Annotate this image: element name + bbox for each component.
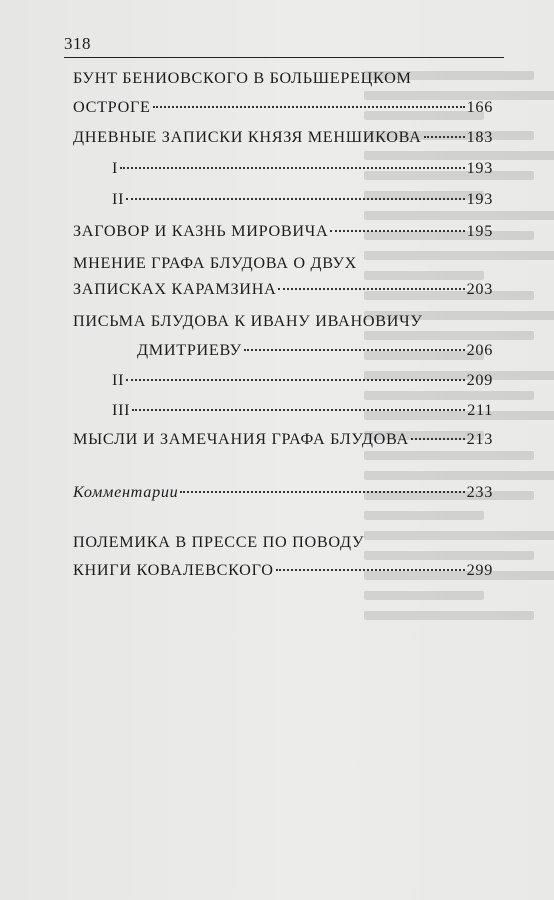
toc-page-number: 209 (466, 371, 493, 389)
toc-page-number: 183 (466, 128, 493, 146)
toc-entry-title: III (112, 401, 131, 419)
toc-page-number: 166 (466, 98, 493, 116)
toc-entry (73, 97, 493, 117)
toc-entry-title-line: БУНТ БЕНИОВСКОГО В БОЛЬШЕРЕЦКОМ (73, 69, 412, 87)
dot-leader (180, 491, 464, 493)
dot-leader (126, 198, 464, 200)
toc-entry (73, 279, 493, 299)
toc-page-number: 211 (467, 401, 493, 419)
toc-entry-title: II (112, 371, 125, 389)
toc-entry-title: ОСТРОГЕ (73, 98, 151, 116)
toc-entry-commentary (73, 482, 493, 502)
dot-leader (424, 136, 465, 138)
toc-entry (73, 340, 493, 360)
dot-leader (278, 288, 464, 290)
toc-entry (73, 221, 493, 241)
toc-entry-title: ЗАГОВОР И КАЗНЬ МИРОВИЧА (73, 222, 329, 240)
toc-subentry (112, 370, 493, 390)
toc-entry (73, 127, 493, 147)
toc-page-number: 193 (466, 190, 493, 208)
dot-leader (153, 106, 465, 108)
toc-entry-title: КНИГИ КОВАЛЕВСКОГО (73, 561, 274, 579)
dot-leader (120, 167, 465, 169)
toc-entry-title-line: МНЕНИЕ ГРАФА БЛУДОВА О ДВУХ (73, 254, 358, 272)
toc-page-number: 233 (466, 483, 493, 501)
toc-page-number: 193 (466, 159, 493, 177)
toc-entry-title: ЗАПИСКАХ КАРАМЗИНА (73, 280, 277, 298)
page-number: 318 (64, 34, 91, 53)
dot-leader (276, 569, 465, 571)
toc-page-number: 299 (466, 561, 493, 579)
toc-page-number: 195 (466, 222, 493, 240)
dot-leader (126, 379, 464, 381)
toc-entry-title: II (112, 190, 125, 208)
toc-entry-title: I (112, 159, 119, 177)
toc-subentry (112, 158, 493, 178)
toc-subentry (112, 400, 493, 420)
toc-page-number: 203 (466, 280, 493, 298)
toc-entry (73, 429, 493, 449)
dot-leader (132, 409, 465, 411)
dot-leader (411, 438, 465, 440)
dot-leader (244, 349, 465, 351)
toc-entry-title: ДНЕВНЫЕ ЗАПИСКИ КНЯЗЯ МЕНШИКОВА (73, 128, 422, 146)
toc-entry (73, 560, 493, 580)
toc-entry-title: МЫСЛИ И ЗАМЕЧАНИЯ ГРАФА БЛУДОВА (73, 430, 409, 448)
toc-entry-title-line: ПОЛЕМИКА В ПРЕССЕ ПО ПОВОДУ (73, 533, 365, 551)
toc-entry-title: ДМИТРИЕВУ (137, 341, 242, 359)
toc-entry-title-line: ПИСЬМА БЛУДОВА К ИВАНУ ИВАНОВИЧУ (73, 312, 423, 330)
toc-page-number: 206 (466, 341, 493, 359)
toc-page-number: 213 (466, 430, 493, 448)
toc-entry-title: Комментарии (73, 483, 179, 501)
dot-leader (330, 230, 464, 232)
toc-subentry (112, 189, 493, 209)
